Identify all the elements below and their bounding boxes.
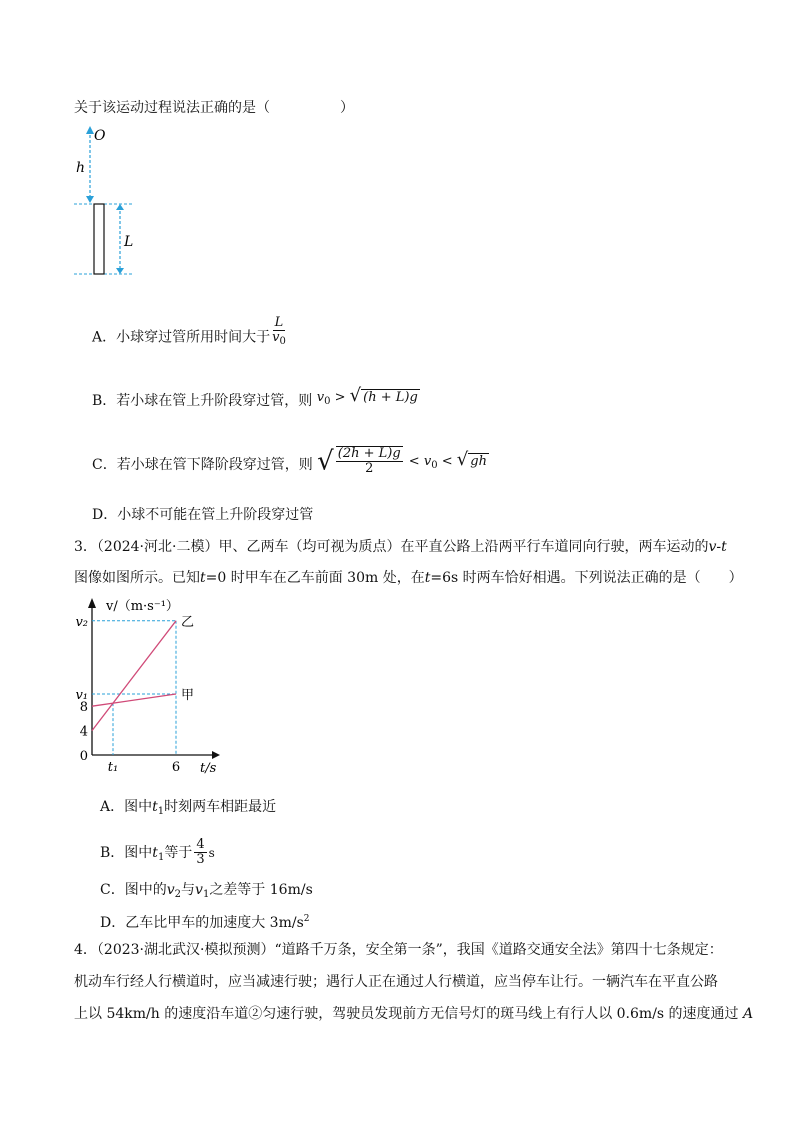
label-h: h <box>76 160 86 176</box>
q3-option-C: C．图中的$v_2$与$v_1$之差等于 16m/s <box>100 882 313 900</box>
label-O: O <box>94 128 106 144</box>
option-text: 若小球在管下降阶段穿过管，则 <box>116 456 313 473</box>
fraction-4-3: $\frac{4}{3}$ <box>196 837 205 868</box>
option-letter: C． <box>92 456 117 473</box>
option-letter: B． <box>92 393 117 409</box>
option-letter: D． <box>92 507 118 523</box>
option-A <box>92 315 288 353</box>
question-intro: 关于该运动过程说法正确的是（ ） <box>74 100 354 116</box>
arrowhead <box>86 126 94 134</box>
y-tick-label: 0 <box>79 749 88 764</box>
sqrt-sign: √ <box>349 385 362 406</box>
series-line-1 <box>92 694 176 706</box>
option-text: 若小球在管上升阶段穿过管，则 <box>116 393 313 409</box>
y-tick-label: v₂ <box>75 614 88 630</box>
arrowhead <box>116 204 124 210</box>
label-L: L <box>124 234 134 250</box>
option-text: 小球不可能在管上升阶段穿过管 <box>117 507 314 523</box>
series-label-0: 乙 <box>181 614 195 630</box>
series-line-0 <box>92 621 176 731</box>
arrowhead <box>116 268 124 274</box>
question-number: 3． <box>74 539 97 555</box>
option-letter: A． <box>92 329 117 346</box>
q4-line1: 4．（2023·湖北武汉·模拟预测）“道路千万条，安全第一条”，我国《道路交通安全法》第四十七条规定： <box>74 942 723 958</box>
option-text: 小球穿过管所用时间大于 <box>116 329 271 346</box>
option-B <box>92 385 420 416</box>
formula-C: √ $\frac{(2h + L)g}{2}$ < $v_0$ < √ gh <box>317 446 487 477</box>
tube-figure <box>60 122 160 282</box>
q4-line2: 机动车行经人行横道时，应当减速行驶；遇行人正在通过人行横道，应当停车让行。一辆汽车在平直公路 <box>74 974 718 990</box>
tube <box>94 204 104 274</box>
x-tick-label: t₁ <box>107 760 119 775</box>
arrowhead <box>86 196 94 203</box>
q3-option-D: D．乙车比甲车的加速度大 $3m/s^2$ <box>100 914 310 931</box>
series-label-1: 甲 <box>181 688 195 703</box>
y-tick-label: 4 <box>79 724 88 740</box>
q3-option-A: A．图中$t_1$时刻两车相距最近 <box>100 799 277 817</box>
q3-line1: 3．（2024·河北·二模）甲、乙两车（均可视为质点）在平直公路上沿两平行车道同向行驶，两车运动的v-t <box>74 539 727 555</box>
q4-line3: 上以 54km/h 的速度沿车道②匀速行驶，驾驶员发现前方无信号灯的斑马线上有行人以 0.6m/s 的速度通过 A <box>74 1006 754 1022</box>
formula-B: $v_0$ > √ (h + L)g <box>316 385 418 407</box>
sqrt-sign: √ <box>317 446 334 477</box>
x-axis-label: t/s <box>200 761 217 776</box>
q3-line2: 图像如图所示。已知t=0 时甲车在乙车前面 30m 处，在t=6s 时两车恰好相遇。下列说法正确的是（ ） <box>74 570 743 586</box>
fraction-C: $\frac{(2h + L)g}{2}$ <box>337 446 401 477</box>
q3-option-B: B．图中$t_1$等于 $\frac{4}{3}$ s <box>100 837 215 868</box>
y-axis-label: v/（m·s⁻¹） <box>106 599 179 614</box>
x-axis-arrow <box>212 751 220 759</box>
x-tick-label: 6 <box>171 760 181 775</box>
sqrt-sign: √ <box>456 448 469 470</box>
fraction-L-over-v0: $\frac{L}{v_0}$ <box>272 315 286 348</box>
question-number: 4． <box>74 942 97 958</box>
y-tick-label: 8 <box>79 700 88 716</box>
y-tick-label: v₁ <box>75 688 88 703</box>
vt-chart <box>60 590 230 780</box>
y-axis-arrow <box>88 598 96 608</box>
option-D <box>92 505 313 525</box>
option-C <box>92 446 489 481</box>
